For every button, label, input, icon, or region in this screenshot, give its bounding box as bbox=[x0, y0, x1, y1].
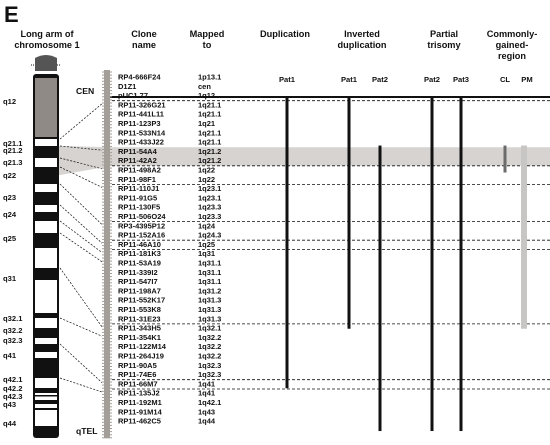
clone-row bbox=[118, 91, 215, 100]
clone-row bbox=[118, 193, 221, 202]
panel-label: E bbox=[4, 2, 19, 27]
label-tri-pat3: Pat3 bbox=[452, 75, 470, 84]
header-partial-line1: Partial bbox=[429, 29, 459, 39]
header-clone-line2: name bbox=[131, 40, 157, 50]
band-connector bbox=[60, 318, 102, 336]
label-inv-pat1: Pat1 bbox=[340, 75, 358, 84]
chromosome-band-light bbox=[35, 248, 57, 268]
clone-row bbox=[118, 231, 221, 240]
clone-name: RP11-433J22 bbox=[118, 137, 164, 147]
clone-map: 1q31.3 bbox=[198, 305, 222, 314]
band-label: q24 bbox=[3, 210, 17, 219]
clone-row bbox=[118, 203, 221, 212]
clone-map: 1q32.2 bbox=[198, 332, 222, 342]
clone-name: RP11-506O24 bbox=[118, 212, 166, 221]
header-mapped-line2: to bbox=[202, 40, 212, 50]
clone-map: 1q12 bbox=[198, 91, 216, 101]
band-label: q21.2 bbox=[3, 146, 23, 155]
header-chromosome-line2: chromosome 1 bbox=[14, 40, 80, 50]
patient-labels bbox=[279, 75, 533, 84]
clone-map: 1q24 bbox=[198, 221, 216, 231]
clone-map: 1q21.1 bbox=[198, 109, 222, 119]
clone-name: RP11-326G21 bbox=[118, 100, 166, 110]
clone-map: 1q32.1 bbox=[198, 323, 222, 333]
clone-row bbox=[118, 352, 221, 361]
clone-map: 1q23.1 bbox=[198, 193, 222, 203]
clone-row bbox=[118, 370, 221, 379]
chromosome-band-light bbox=[35, 352, 57, 358]
clone-name: RP11-533N14 bbox=[118, 128, 166, 138]
clone-row bbox=[118, 100, 221, 109]
clone-row bbox=[118, 333, 221, 342]
band-labels bbox=[3, 97, 23, 428]
clone-row bbox=[118, 240, 215, 249]
band-label: q32.3 bbox=[3, 336, 23, 345]
clone-map: 1q31.3 bbox=[198, 314, 222, 324]
clone-map: 1q25 bbox=[198, 239, 216, 249]
header-clone-line1: Clone bbox=[131, 29, 157, 39]
clone-name: RP11-46A10 bbox=[118, 239, 161, 249]
clone-name: RP11-91G5 bbox=[118, 193, 158, 203]
clone-name: RP11-66M7 bbox=[118, 379, 158, 389]
clone-name: RP11-98F1 bbox=[118, 174, 156, 184]
clone-name: RP11-198A7 bbox=[118, 286, 161, 296]
clone-name: RP4-666F24 bbox=[118, 72, 161, 82]
clone-name: RP11-264J19 bbox=[118, 351, 164, 361]
clone-row bbox=[118, 175, 215, 184]
bar-cl bbox=[504, 146, 507, 173]
bar-tri-pat3 bbox=[460, 97, 463, 431]
band-connector bbox=[60, 268, 102, 327]
clone-map: 1q32.2 bbox=[198, 351, 222, 361]
band-connector bbox=[60, 233, 102, 262]
header-chromosome-line1: Long arm of bbox=[20, 29, 74, 39]
clone-map: 1q21.2 bbox=[198, 156, 222, 166]
header-common-line1: Commonly- bbox=[486, 29, 538, 39]
bar-dup-pat1 bbox=[286, 97, 289, 388]
clone-map: cen bbox=[198, 81, 211, 91]
band-label: q12 bbox=[3, 97, 17, 106]
header-inverted-line1: Inverted bbox=[344, 29, 380, 39]
clone-name: RP11-90A5 bbox=[118, 360, 157, 370]
clone-name: RP11-547I7 bbox=[118, 277, 158, 287]
clone-map: 1q23.3 bbox=[198, 202, 222, 212]
band-label: q31 bbox=[3, 274, 17, 283]
qtel-marker: qTEL bbox=[76, 426, 98, 436]
clone-name: RP11-354K1 bbox=[118, 332, 161, 342]
band-connector bbox=[60, 378, 102, 392]
clone-map: 1q31.1 bbox=[198, 267, 222, 277]
header-partial-line2: trisomy bbox=[427, 40, 461, 50]
clone-row bbox=[118, 286, 221, 295]
clone-map: 1q32.3 bbox=[198, 370, 222, 380]
clone-name: RP11-343H5 bbox=[118, 323, 161, 333]
clone-row bbox=[118, 138, 221, 147]
clone-map: 1q41 bbox=[198, 379, 216, 389]
clone-map: 1q21.1 bbox=[198, 137, 222, 147]
bar-inv-pat1 bbox=[348, 97, 351, 329]
chromosome-band-light bbox=[35, 221, 57, 233]
clone-name: RP11-553K8 bbox=[118, 305, 161, 314]
clone-map: 1p13.1 bbox=[198, 72, 222, 82]
band-label: q44 bbox=[3, 419, 17, 428]
header-mapped-line1: Mapped bbox=[189, 29, 225, 39]
band-connector bbox=[60, 104, 102, 139]
clone-name: pUC1.77 bbox=[118, 91, 149, 101]
clone-name: RP11-122M14 bbox=[118, 342, 166, 352]
clone-row bbox=[118, 342, 221, 351]
band-label: q32.2 bbox=[3, 326, 23, 335]
clone-row bbox=[118, 73, 221, 82]
label-tri-pat2: Pat2 bbox=[423, 75, 441, 84]
clone-row bbox=[118, 166, 215, 175]
band-label: q21.3 bbox=[3, 158, 23, 167]
clone-row bbox=[118, 221, 216, 230]
clone-map: 1q22 bbox=[198, 165, 216, 175]
clone-row bbox=[118, 314, 221, 323]
band-label: q21.1 bbox=[3, 139, 23, 148]
chromosome-band-light bbox=[35, 338, 57, 344]
clone-row bbox=[118, 268, 221, 277]
clone-row bbox=[118, 296, 221, 305]
band-label: q43 bbox=[3, 400, 17, 409]
clone-row bbox=[118, 398, 221, 407]
clone-map: 1q31.1 bbox=[198, 277, 222, 287]
header-inverted-line2: duplication bbox=[337, 40, 387, 50]
label-dup-pat1: Pat1 bbox=[278, 75, 296, 84]
clone-row bbox=[118, 324, 221, 333]
clone-row bbox=[118, 212, 221, 221]
clone-map: 1q31.2 bbox=[198, 286, 222, 296]
bar-inv-pat2 bbox=[379, 146, 382, 432]
label-pm: PM bbox=[521, 75, 533, 84]
clone-name: RP11-339I2 bbox=[118, 267, 158, 277]
chromosome-band-light bbox=[35, 280, 57, 313]
clone-name: D1Z1 bbox=[118, 81, 137, 91]
clone-map: 1q42.1 bbox=[198, 398, 222, 407]
column-headers bbox=[14, 29, 537, 61]
patient-extent-bars bbox=[286, 97, 528, 431]
band-label: q42.3 bbox=[3, 392, 23, 401]
label-cl: CL bbox=[499, 75, 511, 84]
heterochromatin-band bbox=[35, 78, 57, 137]
clone-row bbox=[118, 417, 216, 426]
clone-name: RP11-130F5 bbox=[118, 202, 161, 212]
clone-row bbox=[118, 407, 215, 416]
chromosome-band-light bbox=[35, 410, 57, 426]
clone-row bbox=[118, 119, 215, 128]
clone-name: RP11-192M1 bbox=[118, 398, 162, 407]
clone-map: 1q31 bbox=[198, 249, 216, 259]
clone-map: 1q31.3 bbox=[198, 295, 222, 305]
clone-row bbox=[118, 82, 211, 91]
clone-name: RP11-42A2 bbox=[118, 156, 157, 166]
label-inv-pat2: Pat2 bbox=[371, 75, 389, 84]
band-boundary-dashes bbox=[112, 101, 550, 389]
clone-map: 1q32.3 bbox=[198, 360, 222, 370]
clone-map: 1q21.1 bbox=[198, 100, 222, 110]
band-label: q22 bbox=[3, 171, 17, 180]
band-label: q25 bbox=[3, 234, 17, 243]
chromosome-band-light bbox=[35, 205, 57, 212]
clone-row bbox=[118, 128, 221, 137]
clone-map: 1q41 bbox=[198, 388, 216, 398]
clone-row bbox=[118, 277, 221, 286]
clone-map: 1q24.3 bbox=[198, 230, 222, 240]
clone-name: RP11-54A4 bbox=[118, 146, 157, 156]
clone-name: RP11-152A16 bbox=[118, 230, 166, 240]
clone-map: 1q22 bbox=[198, 174, 216, 184]
clone-row bbox=[118, 305, 221, 314]
clone-map: 1q32.2 bbox=[198, 342, 222, 352]
clone-name: RP11-552K17 bbox=[118, 295, 166, 305]
header-common-line2: gained- bbox=[495, 40, 529, 50]
header-common-line3: region bbox=[497, 51, 527, 61]
chromosome-band-light bbox=[35, 404, 57, 408]
chromosome-band-light bbox=[35, 139, 57, 146]
clone-list bbox=[118, 73, 221, 426]
clone-name: RP11-123P3 bbox=[118, 119, 161, 128]
clone-ruler bbox=[102, 70, 112, 438]
clone-row bbox=[118, 361, 221, 370]
band-label: q42.1 bbox=[3, 375, 23, 384]
chromosome-band-light bbox=[35, 184, 57, 192]
clone-map: 1q21 bbox=[198, 119, 216, 128]
clone-map: 1q21.2 bbox=[198, 146, 222, 156]
clone-row bbox=[118, 379, 215, 388]
band-label: q32.1 bbox=[3, 314, 23, 323]
chromosome-band-light bbox=[35, 318, 57, 328]
clone-row bbox=[118, 184, 221, 193]
clone-name: RP11-181K3 bbox=[118, 249, 161, 259]
clone-map: 1q44 bbox=[198, 416, 216, 426]
clone-row bbox=[118, 110, 221, 119]
band-label: q23 bbox=[3, 193, 17, 202]
clone-row bbox=[118, 389, 215, 398]
clone-name: RP11-91M14 bbox=[118, 407, 162, 417]
chromosome-band-dark bbox=[35, 395, 57, 397]
band-connector bbox=[60, 344, 102, 383]
clone-map: 1q43 bbox=[198, 407, 216, 417]
clone-row bbox=[118, 249, 215, 258]
bar-pm bbox=[521, 146, 527, 329]
clone-name: RP11-110J1 bbox=[118, 184, 160, 194]
clone-name: RP11-74E6 bbox=[118, 370, 157, 380]
clone-map: 1q23.3 bbox=[198, 212, 222, 221]
band-label: q41 bbox=[3, 351, 17, 360]
clone-map: 1q21.1 bbox=[198, 128, 222, 138]
bar-tri-pat2 bbox=[431, 97, 434, 431]
clone-name: RP11-31E23 bbox=[118, 314, 161, 324]
clone-name: RP11-441L11 bbox=[118, 109, 164, 119]
header-duplication: Duplication bbox=[259, 29, 311, 39]
chromosome-ideogram bbox=[31, 55, 61, 438]
clone-map: 1q23.1 bbox=[198, 184, 222, 194]
band-label: q42.2 bbox=[3, 384, 23, 393]
clone-map: 1q31.1 bbox=[198, 258, 222, 268]
clone-name: RP11-462C5 bbox=[118, 416, 161, 426]
chromosome-band-light bbox=[35, 158, 57, 167]
clone-name: RP11-498A2 bbox=[118, 165, 161, 175]
clone-name: RP3-4395P12 bbox=[118, 221, 166, 231]
clone-row bbox=[118, 259, 221, 268]
cen-marker: CEN bbox=[76, 86, 95, 96]
band-connector bbox=[60, 184, 102, 225]
centromere-cap bbox=[35, 55, 57, 71]
clone-name: RP11-135J2 bbox=[118, 388, 160, 398]
clone-name: RP11-53A19 bbox=[118, 258, 161, 268]
chromosome-band-light bbox=[35, 378, 57, 388]
